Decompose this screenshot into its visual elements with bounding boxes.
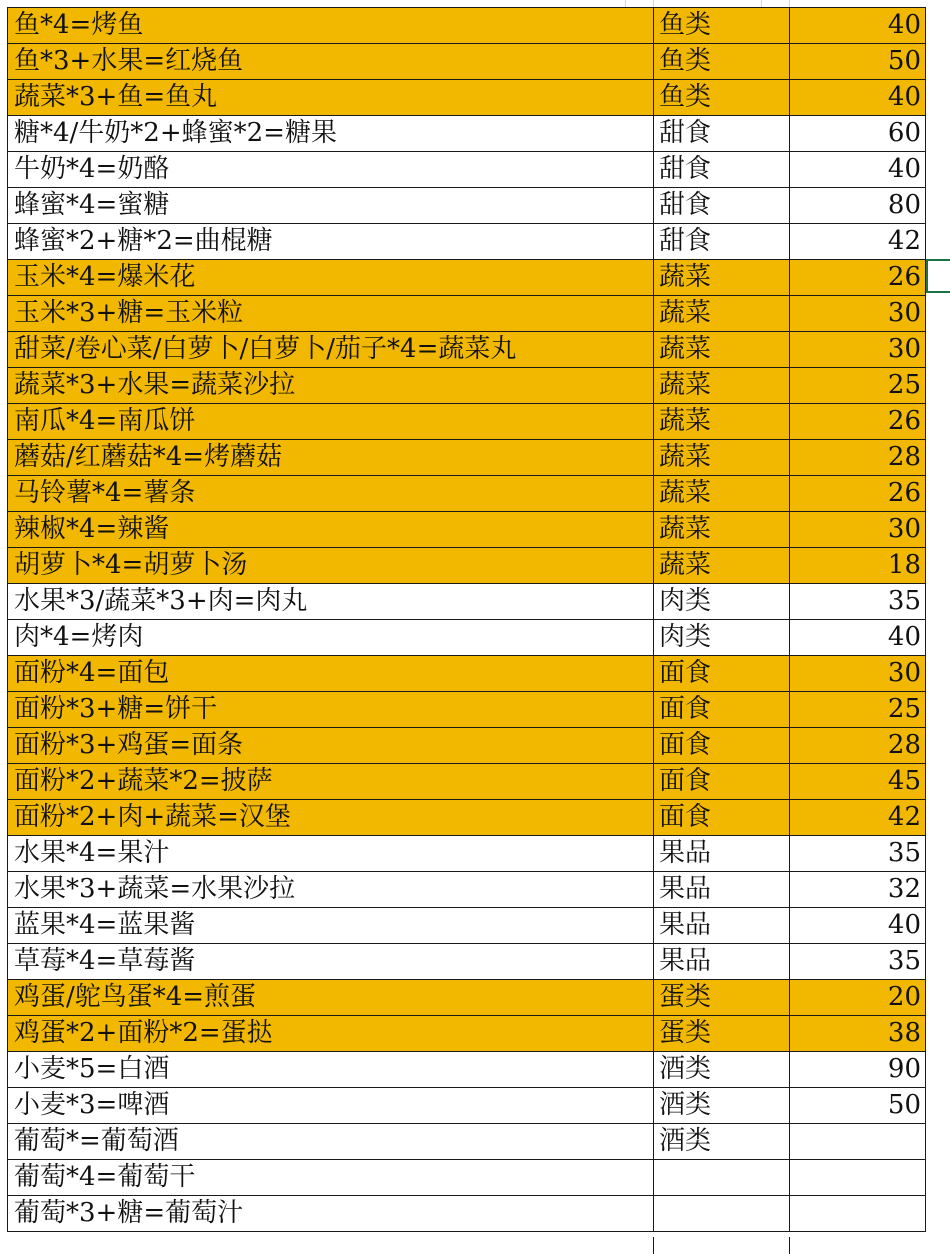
value-cell[interactable]: 25	[790, 692, 926, 728]
category-cell[interactable]: 酒类	[654, 1124, 790, 1160]
value-cell[interactable]: 40	[790, 908, 926, 944]
category-cell[interactable]: 果品	[654, 836, 790, 872]
category-cell[interactable]: 鱼类	[654, 44, 790, 80]
table-row	[8, 512, 926, 548]
value-cell[interactable]: 30	[790, 296, 926, 332]
table-row	[8, 908, 926, 944]
value-cell[interactable]: 90	[790, 1052, 926, 1088]
value-cell[interactable]: 18	[790, 548, 926, 584]
table-row	[8, 692, 926, 728]
category-cell[interactable]	[654, 1196, 790, 1232]
category-cell[interactable]	[654, 1160, 790, 1196]
table-row	[8, 476, 926, 512]
recipe-cell[interactable]: 胡萝卜*4=胡萝卜汤	[8, 548, 654, 584]
recipe-cell[interactable]: 蔬菜*3+水果=蔬菜沙拉	[8, 368, 654, 404]
recipe-cell[interactable]: 葡萄*4=葡萄干	[8, 1160, 654, 1196]
value-cell[interactable]: 28	[790, 728, 926, 764]
recipe-cell[interactable]: 蓝果*4=蓝果酱	[8, 908, 654, 944]
recipe-cell[interactable]: 南瓜*4=南瓜饼	[8, 404, 654, 440]
recipe-cell[interactable]: 辣椒*4=辣酱	[8, 512, 654, 548]
table-row	[8, 872, 926, 908]
category-cell[interactable]: 蔬菜	[654, 404, 790, 440]
category-cell[interactable]: 面食	[654, 692, 790, 728]
table-row	[8, 368, 926, 404]
category-cell[interactable]: 甜食	[654, 224, 790, 260]
category-cell[interactable]: 酒类	[654, 1088, 790, 1124]
category-cell[interactable]: 蛋类	[654, 980, 790, 1016]
recipe-cell[interactable]: 蔬菜*3+鱼=鱼丸	[8, 80, 654, 116]
recipe-cell[interactable]: 蘑菇/红蘑菇*4=烤蘑菇	[8, 440, 654, 476]
category-cell[interactable]: 鱼类	[654, 8, 790, 44]
value-cell[interactable]	[790, 1160, 926, 1196]
category-cell[interactable]: 甜食	[654, 116, 790, 152]
empty-rows[interactable]	[0, 1237, 950, 1254]
recipe-cell[interactable]: 肉*4=烤肉	[8, 620, 654, 656]
table-row	[8, 80, 926, 116]
table-row	[8, 944, 926, 980]
recipe-cell[interactable]: 小麦*5=白酒	[8, 1052, 654, 1088]
value-cell[interactable]: 80	[790, 188, 926, 224]
grid-line	[653, 1237, 654, 1254]
recipe-cell[interactable]: 糖*4/牛奶*2+蜂蜜*2=糖果	[8, 116, 654, 152]
category-cell[interactable]: 鱼类	[654, 80, 790, 116]
table-row	[8, 620, 926, 656]
value-cell[interactable]: 50	[790, 1088, 926, 1124]
table-row	[8, 656, 926, 692]
recipe-cell[interactable]: 小麦*3=啤酒	[8, 1088, 654, 1124]
value-cell[interactable]: 35	[790, 836, 926, 872]
recipe-table	[7, 7, 926, 1232]
category-cell[interactable]: 蔬菜	[654, 260, 790, 296]
grid-tick	[761, 0, 762, 7]
recipe-cell[interactable]: 面粉*2+蔬菜*2=披萨	[8, 764, 654, 800]
category-cell[interactable]: 蔬菜	[654, 332, 790, 368]
category-cell[interactable]: 果品	[654, 872, 790, 908]
category-cell[interactable]: 肉类	[654, 620, 790, 656]
recipe-cell[interactable]: 牛奶*4=奶酪	[8, 152, 654, 188]
recipe-cell[interactable]: 面粉*4=面包	[8, 656, 654, 692]
table-row	[8, 296, 926, 332]
category-cell[interactable]: 果品	[654, 944, 790, 980]
category-cell[interactable]: 蔬菜	[654, 368, 790, 404]
recipe-cell[interactable]: 葡萄*3+糖=葡萄汁	[8, 1196, 654, 1232]
value-cell[interactable]: 38	[790, 1016, 926, 1052]
selected-cell[interactable]	[926, 259, 950, 293]
value-cell[interactable]: 45	[790, 764, 926, 800]
value-cell[interactable]: 26	[790, 404, 926, 440]
recipe-cell[interactable]: 水果*3+蔬菜=水果沙拉	[8, 872, 654, 908]
category-cell[interactable]: 果品	[654, 908, 790, 944]
category-cell[interactable]: 面食	[654, 728, 790, 764]
recipe-cell[interactable]: 鸡蛋*2+面粉*2=蛋挞	[8, 1016, 654, 1052]
category-cell[interactable]: 蔬菜	[654, 296, 790, 332]
recipe-cell[interactable]: 草莓*4=草莓酱	[8, 944, 654, 980]
value-cell[interactable]: 50	[790, 44, 926, 80]
value-cell[interactable]: 40	[790, 80, 926, 116]
category-cell[interactable]: 面食	[654, 800, 790, 836]
recipe-cell[interactable]: 玉米*3+糖=玉米粒	[8, 296, 654, 332]
table-row	[8, 548, 926, 584]
category-cell[interactable]: 甜食	[654, 188, 790, 224]
recipe-cell[interactable]: 玉米*4=爆米花	[8, 260, 654, 296]
table-row	[8, 404, 926, 440]
table-row	[8, 1124, 926, 1160]
value-cell[interactable]: 25	[790, 368, 926, 404]
recipe-cell[interactable]: 鱼*4=烤鱼	[8, 8, 654, 44]
value-cell[interactable]: 42	[790, 800, 926, 836]
adjacent-column[interactable]	[926, 7, 950, 1254]
value-cell[interactable]	[790, 1196, 926, 1232]
table-row	[8, 1052, 926, 1088]
column-header-edge	[0, 0, 950, 7]
value-cell[interactable]: 20	[790, 980, 926, 1016]
value-cell[interactable]: 40	[790, 152, 926, 188]
category-cell[interactable]: 蔬菜	[654, 512, 790, 548]
grid-line	[789, 1237, 790, 1254]
table-row	[8, 836, 926, 872]
recipe-cell[interactable]: 水果*3/蔬菜*3+肉=肉丸	[8, 584, 654, 620]
table-row	[8, 188, 926, 224]
table-row	[8, 44, 926, 80]
value-cell[interactable]: 35	[790, 584, 926, 620]
value-cell[interactable]: 42	[790, 224, 926, 260]
value-cell[interactable]: 26	[790, 476, 926, 512]
recipe-cell[interactable]: 面粉*3+糖=饼干	[8, 692, 654, 728]
value-cell[interactable]: 28	[790, 440, 926, 476]
category-cell[interactable]: 蛋类	[654, 1016, 790, 1052]
value-cell[interactable]: 40	[790, 620, 926, 656]
category-cell[interactable]: 蔬菜	[654, 548, 790, 584]
value-cell[interactable]: 32	[790, 872, 926, 908]
category-cell[interactable]: 甜食	[654, 152, 790, 188]
category-cell[interactable]: 蔬菜	[654, 476, 790, 512]
table-row	[8, 584, 926, 620]
recipe-cell[interactable]: 甜菜/卷心菜/白萝卜/白萝卜/茄子*4=蔬菜丸	[8, 332, 654, 368]
recipe-cell[interactable]: 水果*4=果汁	[8, 836, 654, 872]
table-row	[8, 728, 926, 764]
category-cell[interactable]: 蔬菜	[654, 440, 790, 476]
value-cell[interactable]: 30	[790, 332, 926, 368]
recipe-cell[interactable]: 面粉*2+肉+蔬菜=汉堡	[8, 800, 654, 836]
category-cell[interactable]: 面食	[654, 764, 790, 800]
category-cell[interactable]: 酒类	[654, 1052, 790, 1088]
value-cell[interactable]: 35	[790, 944, 926, 980]
grid-tick	[653, 0, 654, 7]
recipe-table-body	[8, 8, 926, 1232]
category-cell[interactable]: 面食	[654, 656, 790, 692]
table-row	[8, 1160, 926, 1196]
table-row	[8, 116, 926, 152]
table-row	[8, 152, 926, 188]
recipe-cell[interactable]: 鸡蛋/鸵鸟蛋*4=煎蛋	[8, 980, 654, 1016]
table-row	[8, 1016, 926, 1052]
recipe-cell[interactable]: 马铃薯*4=薯条	[8, 476, 654, 512]
table-row	[8, 764, 926, 800]
value-cell[interactable]: 60	[790, 116, 926, 152]
value-cell[interactable]: 30	[790, 656, 926, 692]
recipe-cell[interactable]: 蜂蜜*2+糖*2=曲棍糖	[8, 224, 654, 260]
table-row	[8, 1088, 926, 1124]
grid-tick	[625, 0, 626, 7]
grid-tick	[789, 0, 790, 7]
table-row	[8, 1196, 926, 1232]
value-cell[interactable]: 26	[790, 260, 926, 296]
table-row	[8, 224, 926, 260]
recipe-cell[interactable]: 面粉*3+鸡蛋=面条	[8, 728, 654, 764]
table-row	[8, 800, 926, 836]
recipe-cell[interactable]: 葡萄*=葡萄酒	[8, 1124, 654, 1160]
table-row	[8, 332, 926, 368]
value-cell[interactable]: 30	[790, 512, 926, 548]
value-cell[interactable]: 40	[790, 8, 926, 44]
category-cell[interactable]: 肉类	[654, 584, 790, 620]
value-cell[interactable]	[790, 1124, 926, 1160]
recipe-cell[interactable]: 蜂蜜*4=蜜糖	[8, 188, 654, 224]
table-row	[8, 440, 926, 476]
table-row	[8, 260, 926, 296]
recipe-cell[interactable]: 鱼*3+水果=红烧鱼	[8, 44, 654, 80]
table-row	[8, 8, 926, 44]
table-row	[8, 980, 926, 1016]
